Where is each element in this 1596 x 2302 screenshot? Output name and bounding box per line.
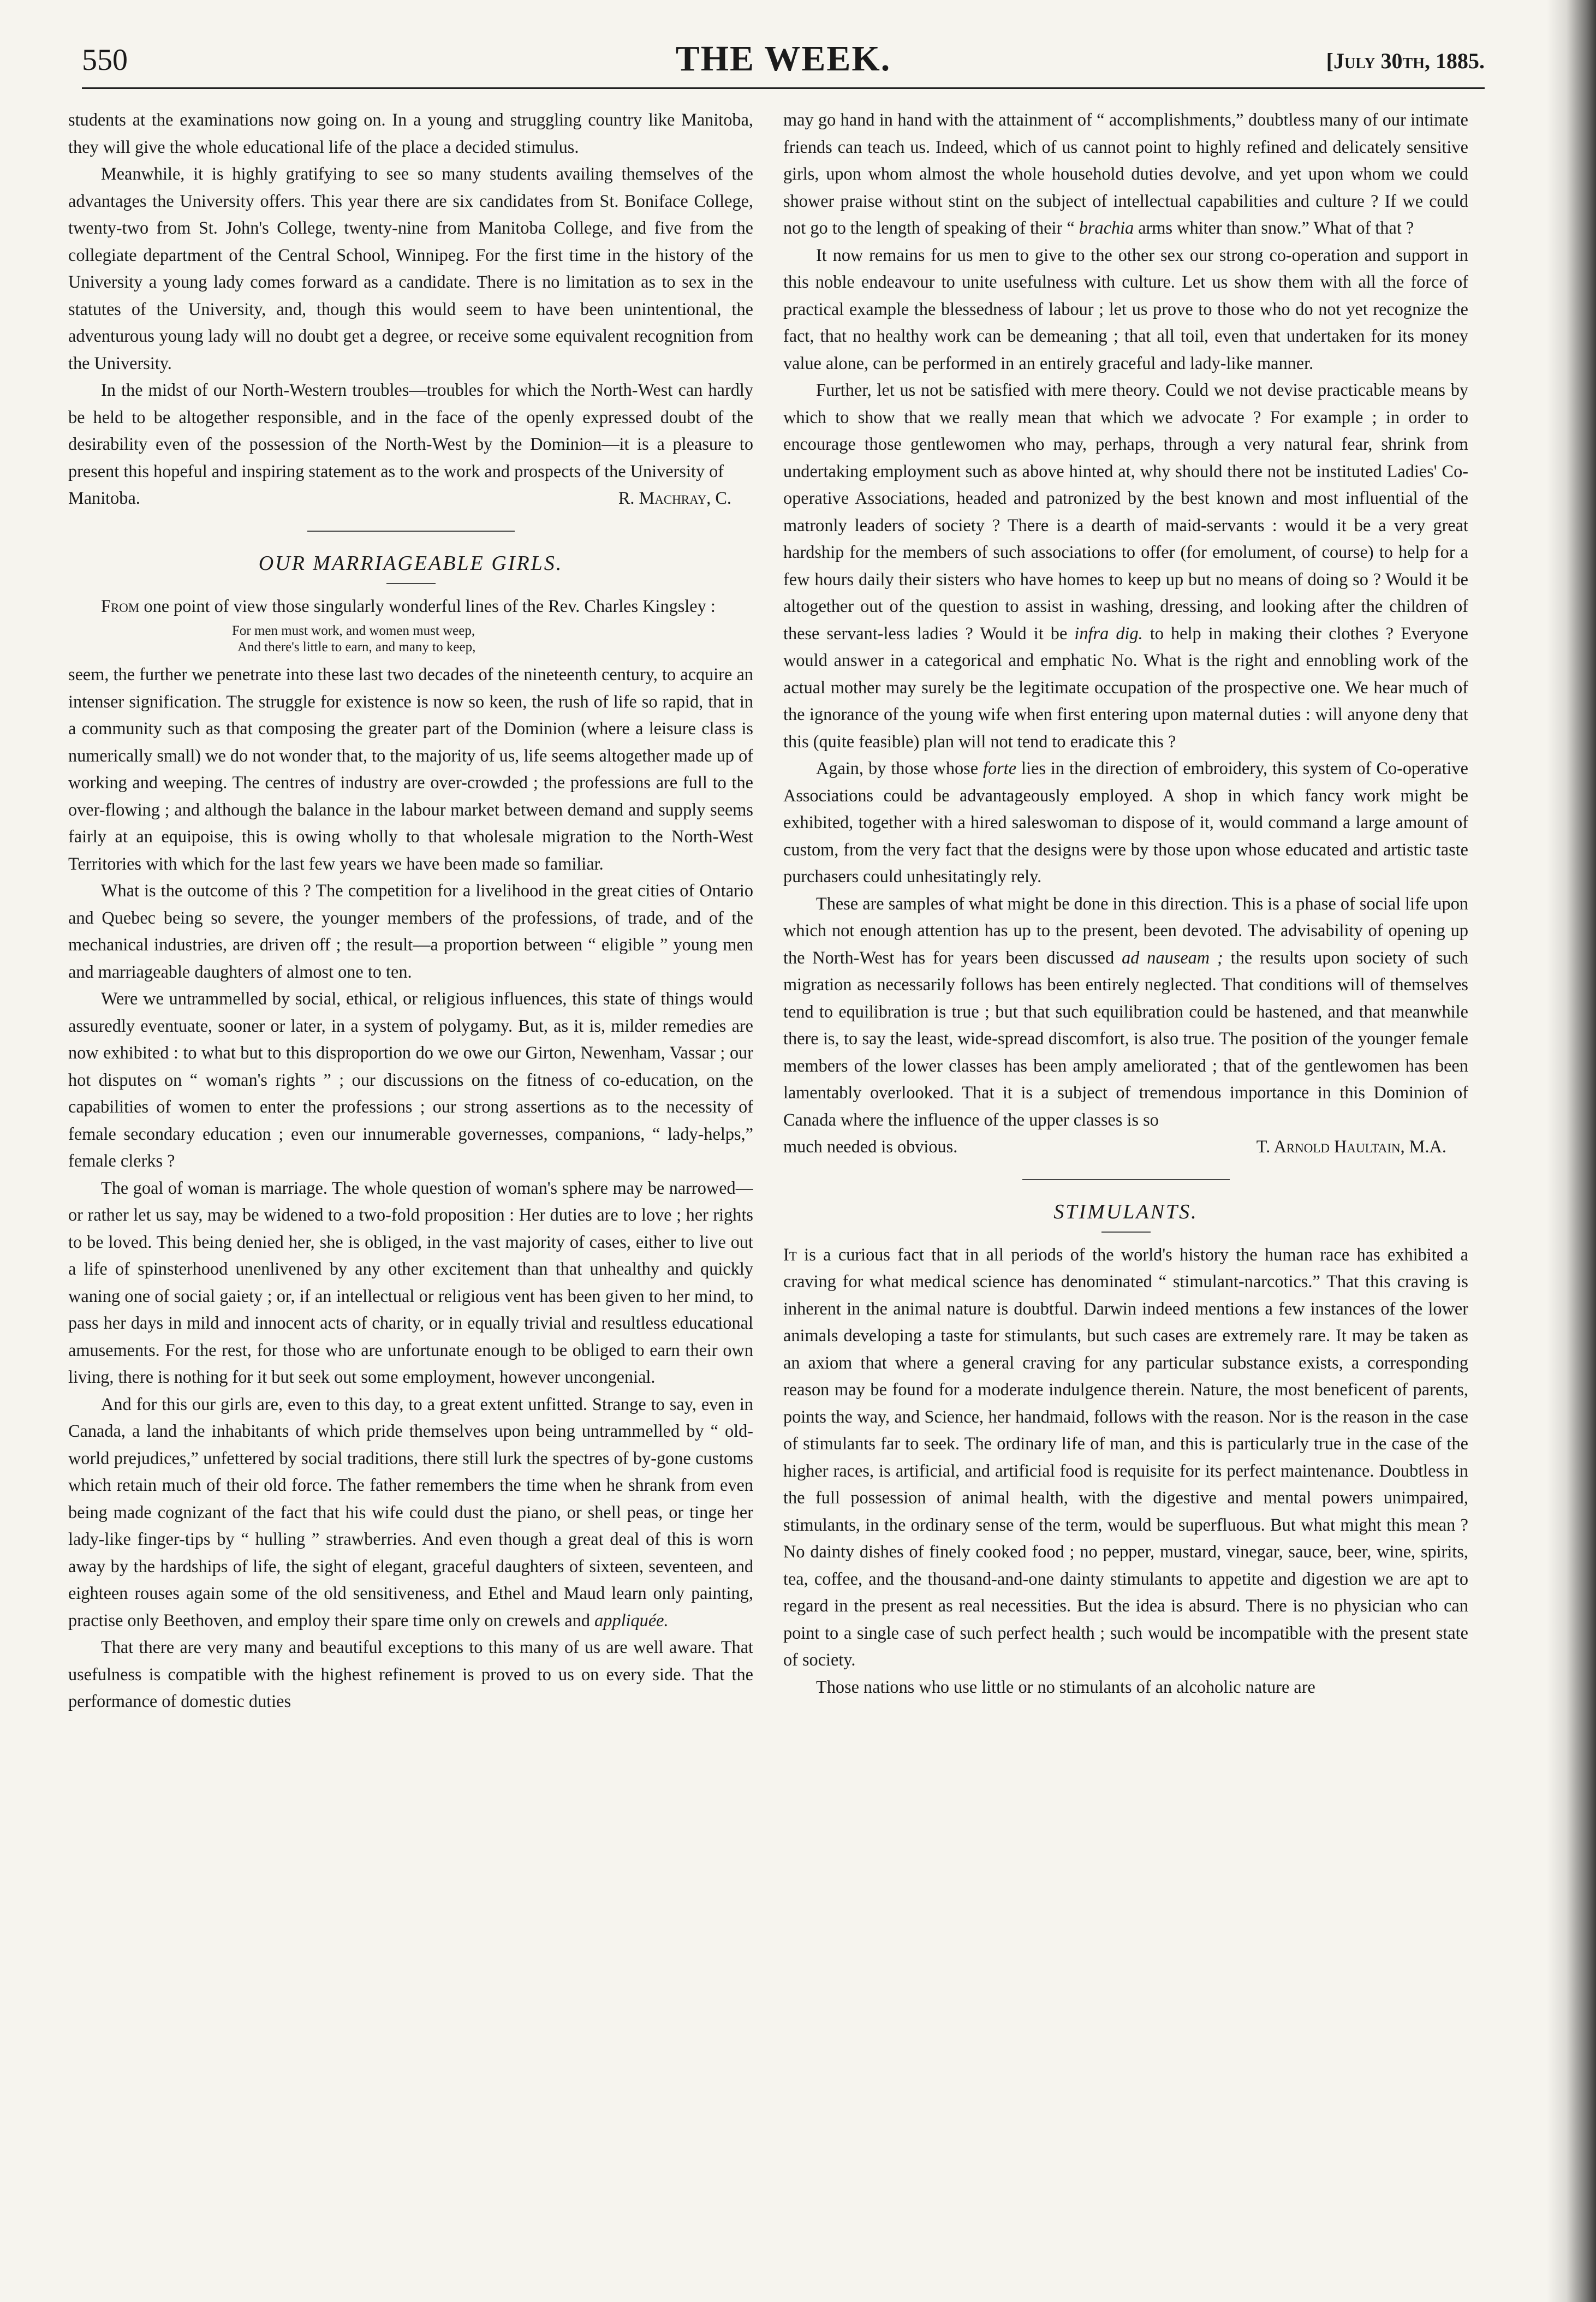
paragraph-end: Manitoba. xyxy=(68,488,140,508)
signature-line xyxy=(783,1133,1468,1161)
section-divider xyxy=(1022,1179,1230,1180)
italic-text: ad nauseam ; xyxy=(1122,947,1223,967)
paragraph: In the midst of our North-Western troubles—troubles for which the North-West can hardly be held to be altogether responsible, and in the face of the openly expressed doubt of the desirability even of the possession of the North-West by the Dominion—it is a pleasure to present this hopeful and inspiring statement as to the work and prospects of the University of xyxy=(68,380,753,481)
paragraph xyxy=(783,377,1468,755)
paragraph-text: And for this our girls are, even to this day, to a great extent unfitted. Strange to say, even in Canada, a land the inhabitants of which pride themselves upon being untrammelled by “ old-world prejudices,” unfettered by social traditions, there still lurk the spectres of by-gone customs which retain much of their old force. The father remembers the time when he shrank from even being made cognizant of the fact that his wife could dust the piano, or shell peas, or tinge her lady-like finger-tips by “ hulling ” strawberries. And even though a great deal of this is worn away by the hardships of life, the sight of elegant, graceful daughters of sixteen, seventeen, and eighteen rouses again some of the old sensitiveness, and Ethel and Maud learn only painting, practise only Beethoven, and employ their spare time only on crewels and xyxy=(68,1394,753,1630)
page-number: 550 xyxy=(82,43,128,77)
italic-text: forte xyxy=(983,758,1017,778)
page-header xyxy=(82,38,1485,89)
article-title: OUR MARRIAGEABLE GIRLS. xyxy=(258,551,563,575)
paragraph: students at the examinations now going on. In a young and struggling country like Manitoba, they will give the whole educational life of the place a decided stimulus. xyxy=(68,110,753,157)
paragraph-text: arms whiter than snow.” What of that ? xyxy=(1134,218,1414,237)
paragraph: Were we untrammelled by social, ethical, or religious influences, this state of things would assuredly eventuate, sooner or later, in a system of polygamy. But, as it is, milder remedies are now exhibited : to what but to this disproportion do we owe our Girton, Newenham, Vassar ; our hot disputes on “ woman's rights ” ; our discussions on the fitness of co-education, on the capabilities of women to enter the professions ; our strong assertions as to the necessity of female secondary education ; even our innumerable governesses, companions, “ lady-helps,” female clerks ? xyxy=(68,989,753,1170)
article-title: STIMULANTS. xyxy=(1053,1200,1198,1223)
lead-word: From xyxy=(101,596,140,616)
paragraph-text: Again, by those whose xyxy=(816,758,984,778)
journal-title: THE WEEK. xyxy=(675,39,891,79)
italic-text: brachia xyxy=(1079,218,1134,237)
left-column xyxy=(68,106,753,2263)
paragraph-text: the results upon society of such migration as necessarily follows has been entirely neglected. That conditions will of themselves tend to equilibration is true ; but that such equilibration could be hastened, and that meanwhile there is, to say the least, wide-spread discomfort, is also true. The position of the younger female members of the lower classes has been amply ameliorated ; that of the gentlewomen has been lamentably overlooked. That it is a subject of tremendous importance in this Dominion of Canada where the influence of the upper classes is so xyxy=(783,947,1468,1129)
author-signature: T. Arnold Haultain, M.A. xyxy=(1256,1137,1446,1156)
paragraph: The goal of woman is marriage. The whole question of woman's sphere may be narrowed—or rather let us say, may be widened to a two-fold proposition : Her duties are to love ; her rights to be loved. This being denied her, she is obliged, in the vast majority of cases, either to live out a life of spinsterhood unenlivened by any other excitement than that unhealthy and quickly waning one of social gaiety ; or, if an intellectual or religious vent has been given to her mind, to pass her days in mild and innocent acts of charity, or in equally trivial and resultless educational amusements. For the rest, for those who are unfortunate enough to be obliged to earn their own living, there is nothing for it but seek out some employment, however uncongenial. xyxy=(68,1177,753,1387)
paragraph-text: may go hand in hand with the attainment of “ accomplishments,” doubtless many of our intimate friends can teach us. Indeed, which of us cannot point to highly refined and delicately sensitive girls, upon whom almost the whole household duties devolve, and yet upon whom we could shower praise without stint on the subject of intellectual capabilities and culture ? If we could not go to the length of speaking of their “ xyxy=(783,110,1468,237)
paragraph: It now remains for us men to give to the other sex our strong co-operation and support in this noble endeavour to unite usefulness with culture. Let us show them with all the force of practical example the blessedness of labour ; let us prove to those who do not yet recognize the fact, that no healthy work can be demeaning ; that all toil, even that undertaken for its money value alone, can be performed in an entirely graceful and lady-like manner. xyxy=(783,245,1468,373)
paragraph: That there are very many and beautiful exceptions to this many of us are well aware. That usefulness is compatible with the highest refinement is proved to us on every side. That the performance of domestic duties xyxy=(68,1637,753,1711)
lead-text: one point of view those singularly wonderful lines of the Rev. Charles Kingsley : xyxy=(139,596,716,616)
paragraph-text: to help in making their clothes ? Everyone would answer in a categorical and emphatic No. What is the right and ennobling work of the actual mother may surely be the legitimate occupation of the prospective one. We hear much of the ignorance of the young wife when first entering upon maternal duties : will anyone deny that this (quite feasible) plan will not tend to eradicate this ? xyxy=(783,623,1468,751)
paragraph: Meanwhile, it is highly gratifying to see so many students availing themselves of the advantages the University offers. This year there are six candidates from St. Boniface College, twenty-two from St. John's College, twenty-nine from Manitoba College, and five from the collegiate department of the Central School, Winnipeg. For the first time in the history of the University a young lady comes forward as a candidate. There is no limitation as to sex in the statutes of the University, and, though this would seem to have been unintentional, the adventurous young lady will no doubt get a degree, or receive some equivalent recognition from the University. xyxy=(68,164,753,373)
title-underline xyxy=(386,583,436,584)
lead-word: It xyxy=(783,1244,797,1264)
paragraph xyxy=(783,106,1468,242)
paragraph-text: is a curious fact that in all periods of the world's history the human race has exhibited a craving for what medical science has denominated “ stimulant-narcotics.” That this craving is inherent in the animal nature is doubtful. Darwin indeed mentions a few instances of the lower animals developing a taste for stimulants, but such cases are extremely rare. It may be taken as an axiom that where a general craving for any particular substance exists, a corresponding reason may be found for a moderate indulgence therein. Nature, the most beneficent of parents, points the way, and Science, her handmaid, follows with the reason. Nor is the reason in the case of stimulants far to seek. The ordinary life of man, and this is particularly true in the case of the higher races, is artificial, and artificial food is requisite for its perfect maintenance. Doubtless in the full possession of animal health, with the digestive and mental powers unimpaired, stimulants, in the ordinary sense of the term, would be superfluous. But what might this mean ? No dainty dishes of finely cooked food ; no pepper, mustard, vinegar, sauce, beer, wine, spirits, tea, coffee, and the thousand-and-one dainty stimulants to appetite and digestion we are apt to regard in the present as real necessities. But the idea is absurd. There is no physician who can point to a single case of such perfect health ; such would be incompatible with the present state of society. xyxy=(783,1244,1468,1669)
issue-date: [July 30th, 1885. xyxy=(1326,49,1485,73)
section-divider xyxy=(307,531,515,532)
paragraph: Those nations who use little or no stimulants of an alcoholic nature are xyxy=(816,1676,1315,1697)
paragraph-text: These are samples of what might be done in this direction. This is a phase of social life upon which not enough attention has up to the present, been devoted. The advisability of opening up the North-West has for years been discussed xyxy=(783,893,1468,967)
italic-text: appliquée. xyxy=(594,1610,669,1630)
paragraph: What is the outcome of this ? The competition for a livelihood in the great cities of Ontario and Quebec being so severe, the younger members of the professions, of trade, and of the mechanical industries, are driven off ; the result—a proportion between “ eligible ” young men and marriageable daughters of almost one to ten. xyxy=(68,881,753,982)
page-binding-shadow xyxy=(1547,0,1596,2302)
signature-line xyxy=(68,485,753,512)
paragraph: seem, the further we penetrate into these last two decades of the nineteenth century, to acquire an intenser signification. The struggle for existence is now so keen, the rush of life so rapid, that in a community such as that composing the greater part of the Dominion (where a leisure class is numerically small) we do not wonder that, to the majority of us, life seems altogether made up of working and weeping. The centres of industry are over-crowded ; the professions are full to the over-flowing ; and although the balance in the labour market between demand and supply seems fairly at an equipoise, this is owing wholly to that wholesale migration to the North-West Territories with which for the last few years we have been made so familiar. xyxy=(68,664,753,873)
right-column xyxy=(783,106,1468,2263)
paragraph-end: much needed is obvious. xyxy=(783,1137,958,1156)
paragraph xyxy=(783,890,1468,1134)
verse-quote xyxy=(68,623,753,656)
verse-line: And there's little to earn, and many to keep, xyxy=(237,640,476,655)
verse-line: For men must work, and women must weep, xyxy=(232,623,475,638)
paragraph-text: Further, let us not be satisfied with mere theory. Could we not devise practicable means by which to show that we really mean that which we advocate ? For example ; in order to encourage those gentlewomen who may, perhaps, through a very natural fear, shrink from undertaking employment such as above hinted at, why should there not be instituted Ladies' Co-operative Associations, headed and patronized by the best known and most influential of the matronly leaders of society ? There is a dearth of maid-servants : would it be a very great hardship for the members of such associations to offer (for emolument, of course) to help for a few hours daily their sisters who have homes to keep up but no means of doing so ? Would it be altogether out of the question to assist in washing, dressing, and looking after the children of these servant-less ladies ? Would it be xyxy=(783,380,1468,643)
paragraph-text: lies in the direction of embroidery, this system of Co-operative Associations could be advantageously employed. A shop in which fancy work might be exhibited, together with a hired saleswoman to dispose of it, would command a large amount of custom, from the very fact that the designs were by those upon whose educated and artistic taste purchasers could unhesitatingly rely. xyxy=(783,758,1468,886)
italic-text: infra dig. xyxy=(1074,623,1143,643)
paragraph xyxy=(783,1241,1468,1674)
paragraph xyxy=(68,1391,753,1634)
title-underline xyxy=(1101,1232,1151,1233)
paragraph xyxy=(68,593,753,620)
paragraph xyxy=(783,755,1468,890)
author-signature: R. Machray, C. xyxy=(618,488,731,508)
